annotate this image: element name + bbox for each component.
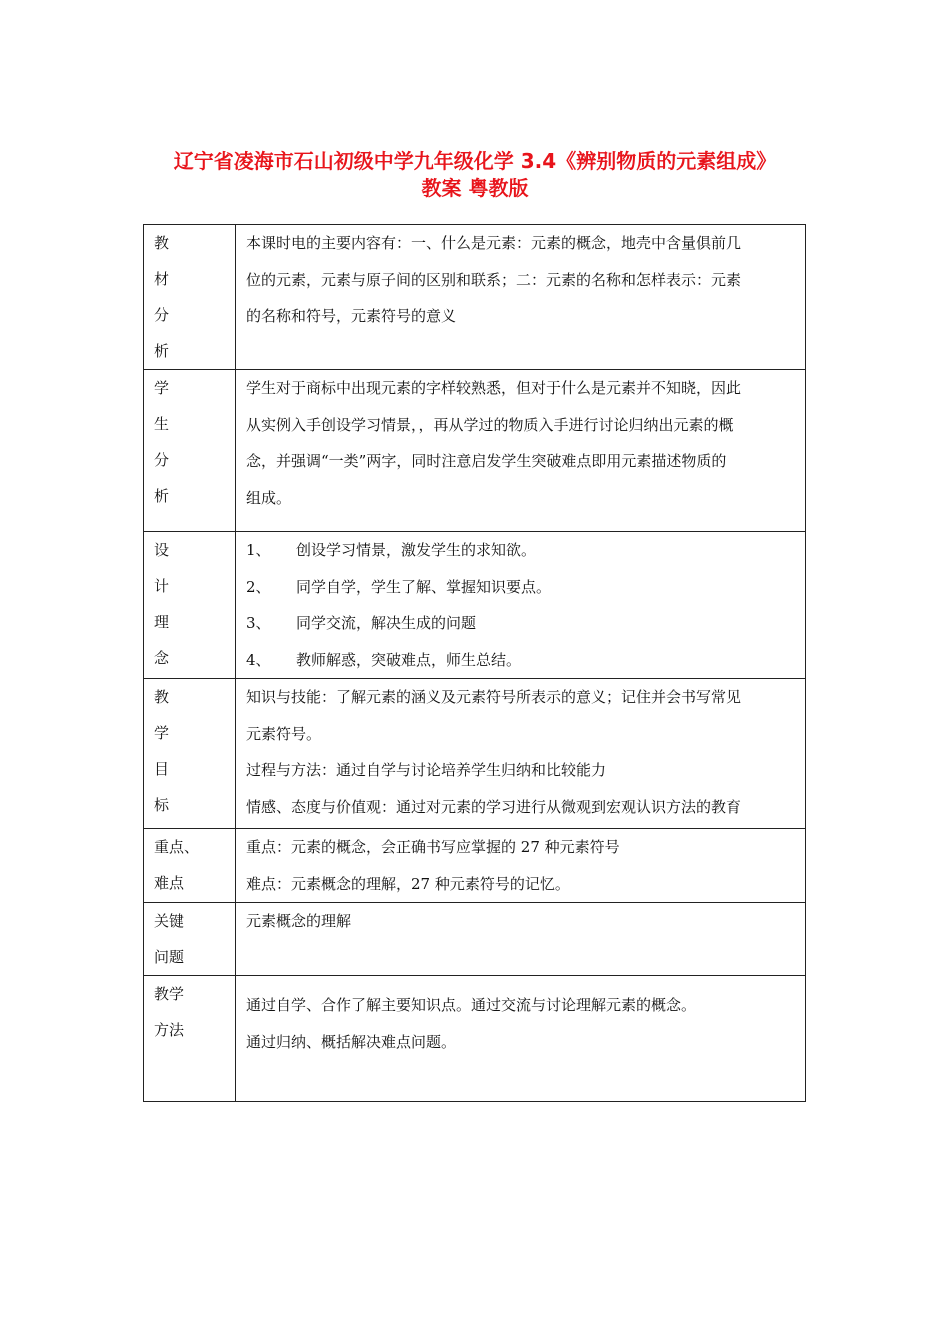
content-line: 通过自学、合作了解主要知识点。通过交流与讨论理解元素的概念。 <box>246 996 697 1014</box>
row-label <box>144 903 236 976</box>
numbered-item <box>246 569 797 606</box>
label-char: 学 <box>154 724 170 742</box>
label-char: 难点 <box>154 874 185 892</box>
content-line: 从实例入手创设学习情景，，再从学过的物质入手进行讨论归纳出元素的概 <box>246 415 734 434</box>
item-number: 4、 <box>246 650 271 669</box>
content-line: 难点：元素概念的理解，27 种元素符号的记忆。 <box>246 874 570 893</box>
label-char: 教 <box>154 688 170 706</box>
label-char: 问题 <box>154 948 185 966</box>
content-line: 情感、态度与价值观：通过对元素的学习进行从微观到宏观认识方法的教育 <box>246 797 742 816</box>
label-char: 理 <box>154 613 170 631</box>
row-label <box>144 829 236 903</box>
title-line-1: 辽宁省凌海市石山初级中学九年级化学 3.4《辨别物质的元素组成》 <box>173 149 777 173</box>
content-line: 知识与技能：了解元素的涵义及元素符号所表示的意义；记住并会书写常见 <box>246 688 742 706</box>
numbered-item <box>246 532 797 569</box>
label-char: 计 <box>154 577 170 595</box>
row-teaching-methods <box>144 976 806 1102</box>
content-line: 元素符号。 <box>246 724 322 743</box>
label-char: 设 <box>154 541 170 559</box>
row-label <box>144 370 236 532</box>
row-key-questions <box>144 903 806 976</box>
label-char: 教 <box>154 234 170 252</box>
row-label <box>144 532 236 679</box>
lesson-plan-table <box>143 224 806 1102</box>
label-char: 材 <box>154 270 170 288</box>
item-text: 教师解惑，突破难点，师生总结。 <box>296 650 522 669</box>
row-key-difficult-points <box>144 829 806 903</box>
row-label <box>144 976 236 1102</box>
label-char: 方法 <box>154 1021 185 1039</box>
item-text: 同学交流，解决生成的问题 <box>296 614 477 632</box>
label-char: 重点、 <box>154 838 200 856</box>
label-char: 学 <box>154 379 170 397</box>
label-char: 析 <box>154 342 170 360</box>
item-text: 同学自学，学生了解、掌握知识要点。 <box>296 577 552 596</box>
content-line: 本课时电的主要内容有：一、什么是元素：元素的概念，地壳中含量俱前几 <box>246 234 742 252</box>
label-char: 目 <box>154 760 170 778</box>
content-line: 位的元素，元素与原子间的区别和联系；二：元素的名称和怎样表示：元素 <box>246 270 742 289</box>
content-line: 组成。 <box>246 488 292 507</box>
content-line: 元素概念的理解 <box>246 912 352 930</box>
row-student-analysis <box>144 370 806 532</box>
item-number: 2、 <box>246 577 271 596</box>
content-line: 学生对于商标中出现元素的字样较熟悉，但对于什么是元素并不知晓，因此 <box>246 379 742 397</box>
row-content <box>236 532 806 679</box>
item-number: 3、 <box>246 614 271 632</box>
row-teaching-objectives <box>144 679 806 829</box>
content-line: 通过归纳、概括解决难点问题。 <box>246 1032 457 1051</box>
row-content <box>236 679 806 829</box>
label-char: 分 <box>154 451 170 469</box>
row-content <box>236 370 806 532</box>
title-line-2: 教案 粤教版 <box>421 176 529 200</box>
row-design-concept <box>144 532 806 679</box>
row-label <box>144 679 236 829</box>
label-char: 分 <box>154 306 170 324</box>
row-content <box>236 903 806 976</box>
row-label <box>144 225 236 370</box>
content-line: 念，并强调“一类”两字，同时注意启发学生突破难点即用元素描述物质的 <box>246 452 727 470</box>
label-char: 生 <box>154 415 170 433</box>
row-content <box>236 225 806 370</box>
label-char: 教学 <box>154 985 185 1003</box>
numbered-item <box>246 642 797 679</box>
content-line: 的名称和符号，元素符号的意义 <box>246 307 457 325</box>
label-char: 关键 <box>154 912 185 930</box>
label-char: 标 <box>154 796 170 814</box>
item-number: 1、 <box>246 541 271 559</box>
row-content <box>236 829 806 903</box>
document-title <box>0 148 950 202</box>
content-line: 重点：元素的概念，会正确书写应掌握的 27 种元素符号 <box>246 838 620 856</box>
numbered-item <box>246 605 797 642</box>
item-text: 创设学习情景，激发学生的求知欲。 <box>296 541 537 559</box>
row-content <box>236 976 806 1102</box>
content-line: 过程与方法：通过自学与讨论培养学生归纳和比较能力 <box>246 761 607 779</box>
label-char: 念 <box>154 649 170 667</box>
row-textbook-analysis <box>144 225 806 370</box>
label-char: 析 <box>154 487 170 505</box>
